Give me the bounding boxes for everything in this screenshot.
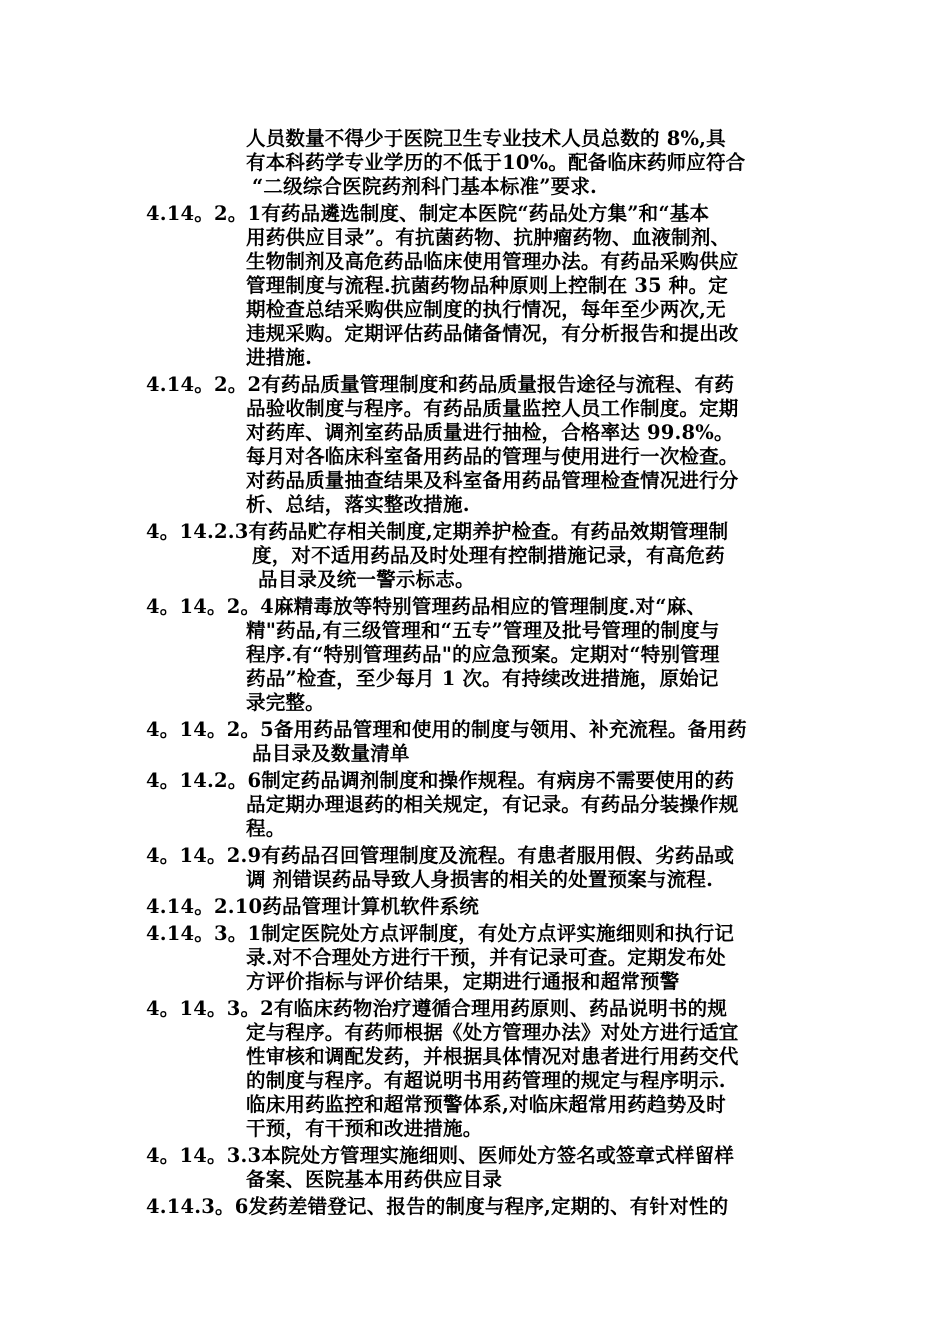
text-line: 定与程序。有药师根据《处方管理办法》对处方进行适宜	[246, 1021, 739, 1044]
section-heading-line: 4.14。2.10药品管理计算机软件系统	[146, 895, 479, 918]
section-heading-line: 4。14.2。6制定药品调剂制度和操作规程。有病房不需要使用的药	[146, 769, 735, 792]
text-line: 程序.有“特别管理药品"的应急预案。定期对“特别管理	[246, 643, 720, 666]
text-line: 临床用药监控和超常预警体系,对临床超常用药趋势及时	[246, 1093, 726, 1116]
section-heading-line: 4.14。2。1有药品遴选制度、制定本医院“药品处方集”和“基本	[146, 202, 710, 225]
text-line: 性审核和调配发药，并根据具体情况对患者进行用药交代	[246, 1045, 739, 1068]
text-line: 期检查总结采购供应制度的执行情况，每年至少两次,无	[246, 298, 726, 321]
text-line: 精"药品,有三级管理和“五专”管理及批号管理的制度与	[246, 619, 720, 642]
section-heading-line: 4。14。2。5备用药品管理和使用的制度与领用、补充流程。备用药	[146, 718, 747, 741]
text-line: 录完整。	[246, 691, 325, 714]
section-heading-line: 4。14.2.3有药品贮存相关制度,定期养护检查。有药品效期管理制	[146, 520, 729, 543]
section-heading-line: 4。14。3。2有临床药物治疗遵循合理用药原则、药品说明书的规	[146, 997, 728, 1020]
text-line: 用药供应目录”。有抗菌药物、抗肿瘤药物、血液制剂、	[246, 226, 731, 249]
text-line: 有本科药学专业学历的不低于10%。配备临床药师应符合	[246, 151, 746, 174]
text-line: 每月对各临床科室备用药品的管理与使用进行一次检查。	[246, 445, 739, 468]
section-heading-line: 4。14。2。4麻精毒放等特别管理药品相应的管理制度.对“麻、	[146, 595, 707, 618]
text-line: 品验收制度与程序。有药品质量监控人员工作制度。定期	[246, 397, 739, 420]
text-line: “二级综合医院药剂科门基本标准”要求.	[252, 175, 598, 198]
text-line: 品目录及数量清单	[252, 742, 410, 765]
text-line: 干预，有干预和改进措施。	[246, 1117, 483, 1140]
text-line: 对药库、调剂室药品质量进行抽检，合格率达 99.8%。	[246, 421, 734, 444]
text-line: 录.对不合理处方进行干预，并有记录可查。定期发布处	[246, 946, 726, 969]
text-line: 备案、医院基本用药供应目录	[246, 1168, 503, 1191]
section-heading-line: 4.14.3。6发药差错登记、报告的制度与程序,定期的、有针对性的	[146, 1195, 729, 1218]
section-heading-line: 4.14。2。2有药品质量管理制度和药品质量报告途径与流程、有药	[146, 373, 735, 396]
text-line: 违规采购。定期评估药品储备情况，有分析报告和提出改	[246, 322, 739, 345]
text-line: 品目录及统一警示标志。	[258, 568, 475, 591]
text-line: 进措施.	[246, 346, 313, 369]
text-line: 人员数量不得少于医院卫生专业技术人员总数的 8%,具	[246, 127, 726, 150]
section-heading-line: 4.14。3。1制定医院处方点评制度，有处方点评实施细则和执行记	[146, 922, 735, 945]
text-line: 方评价指标与评价结果，定期进行通报和超常预警	[246, 970, 680, 993]
text-line: 生物制剂及高危药品临床使用管理办法。有药品采购供应	[246, 250, 739, 273]
text-line: 管理制度与流程.抗菌药物品种原则上控制在 35 种。定	[246, 274, 728, 297]
text-line: 调 剂错误药品导致人身损害的相关的处置预案与流程.	[246, 868, 714, 891]
text-line: 对药品质量抽查结果及科室备用药品管理检查情况进行分	[246, 469, 739, 492]
text-line: 析、总结，落实整改措施.	[246, 493, 470, 516]
text-line: 的制度与程序。有超说明书用药管理的规定与程序明示.	[246, 1069, 726, 1092]
text-line: 品定期办理退药的相关规定，有记录。有药品分装操作规	[246, 793, 739, 816]
text-line: 药品”检查，至少每月 1 次。有持续改进措施，原始记	[246, 667, 719, 690]
section-heading-line: 4。14。2.9有药品召回管理制度及流程。有患者服用假、劣药品或	[146, 844, 735, 867]
text-line: 度，对不适用药品及时处理有控制措施记录，有高危药	[252, 544, 725, 567]
section-heading-line: 4。14。3.3本院处方管理实施细则、医师处方签名或签章式样留样	[146, 1144, 735, 1167]
text-line: 程。	[246, 817, 286, 840]
